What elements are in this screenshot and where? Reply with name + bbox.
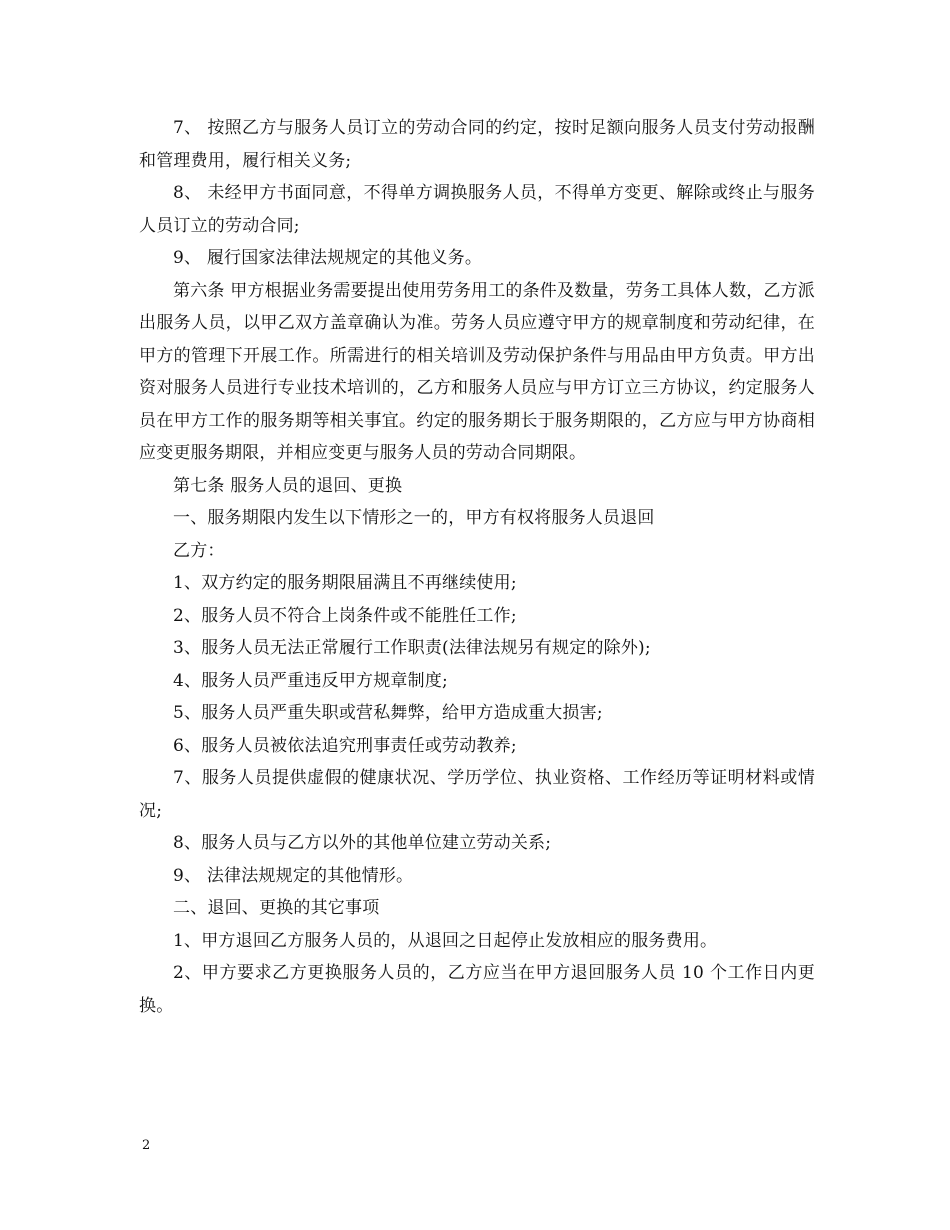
paragraph-item-8-obligation: 8、 未经甲方书面同意，不得单方调换服务人员，不得单方变更、解除或终止与服务人员订立的劳动合同; <box>139 183 815 236</box>
paragraph-return-case-7: 7、服务人员提供虚假的健康状况、学历学位、执业资格、工作经历等证明材料或情况; <box>139 768 815 821</box>
paragraph-other-matter-1: 1、甲方退回乙方服务人员的，从退回之日起停止发放相应的服务费用。 <box>173 930 718 951</box>
paragraph-item-7-obligation: 7、 按照乙方与服务人员订立的劳动合同的约定，按时足额向服务人员支付劳动报酬和管理费用，履行相关义务; <box>139 118 815 171</box>
paragraph-return-case-1: 1、双方约定的服务期限届满且不再继续使用; <box>173 573 517 593</box>
paragraph-return-case-9: 9、 法律法规规定的其他情形。 <box>173 865 414 886</box>
paragraph-party-b-label: 乙方： <box>173 540 225 561</box>
page-number: 2 <box>142 1138 151 1153</box>
paragraph-article-7-heading: 第七条 服务人员的退回、更换 <box>173 475 403 496</box>
paragraph-item-9-obligation: 9、 履行国家法律法规规定的其他义务。 <box>173 248 483 268</box>
document-body <box>139 112 815 1022</box>
paragraph-section-2-heading: 二、退回、更换的其它事项 <box>173 898 380 918</box>
paragraph-return-case-3: 3、服务人员无法正常履行工作职责(法律法规另有规定的除外); <box>173 638 651 658</box>
paragraph-return-case-4: 4、服务人员严重违反甲方规章制度; <box>173 670 448 691</box>
paragraph-return-case-6: 6、服务人员被依法追究刑事责任或劳动教养; <box>173 735 517 756</box>
paragraph-return-case-2: 2、服务人员不符合上岗条件或不能胜任工作; <box>173 605 517 626</box>
paragraph-article-6: 第六条 甲方根据业务需要提出使用劳务用工的条件及数量，劳务工具体人数，乙方派出服务人员，以甲乙双方盖章确认为准。劳务人员应遵守甲方的规章制度和劳动纪律，在甲方的管理下开展工作。所需进行的相关培训及劳动保护条件与用品由甲方负责。甲方出资对服务人员进行专业技术培训的，乙方和服务人员应与甲方订立三方协议，约定服务人员在甲方工作的服务期等相关事宜。约定的服务期长于服务期限的，乙方应与甲方协商相应变更服务期限，并相应变更与服务人员的劳动合同期限。 <box>139 280 816 463</box>
paragraph-return-case-8: 8、服务人员与乙方以外的其他单位建立劳动关系; <box>173 833 552 853</box>
paragraph-section-1-heading: 一、服务期限内发生以下情形之一的，甲方有权将服务人员退回 <box>173 508 655 528</box>
paragraph-return-case-5: 5、服务人员严重失职或营私舞弊，给甲方造成重大损害; <box>173 703 603 723</box>
paragraph-other-matter-2: 2、甲方要求乙方更换服务人员的，乙方应当在甲方退回服务人员 10 个工作日内更换。 <box>139 963 815 1016</box>
